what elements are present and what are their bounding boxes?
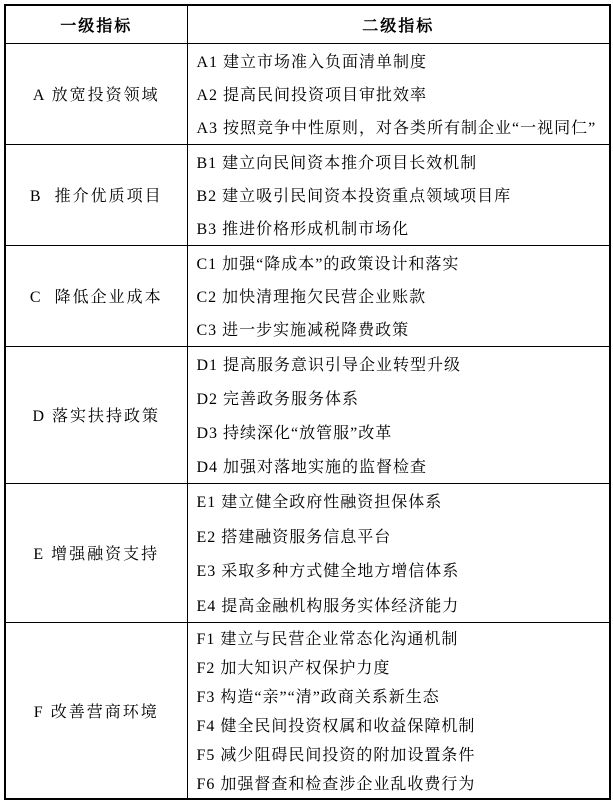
level2-item-b2: B2 建立吸引民间资本投资重点领域项目库: [196, 187, 512, 205]
level2-item-e2: E2 搭建融资服务信息平台: [196, 528, 392, 546]
table-row-f: [5, 622, 610, 799]
level1-cell-e: E 增强融资支持: [5, 483, 187, 622]
level2-item-d1: D1 提高服务意识引导企业转型升级: [196, 357, 462, 374]
table-header-row: [5, 5, 610, 43]
level2-item-f2: F2 加大知识产权保护力度: [196, 659, 391, 677]
level2-item-d4: D4 加强对落地实施的监督检查: [196, 459, 428, 476]
level1-cell-b: B 推介优质项目: [5, 144, 187, 245]
level2-item-c2: C2 加快清理拖欠民营企业账款: [196, 288, 427, 306]
level2-item-a1: A1 建立市场准入负面清单制度: [196, 53, 428, 71]
table-row-c: [5, 245, 610, 346]
level2-item-a3: A3 按照竞争中性原则，对各类所有制企业“一视同仁”: [196, 120, 597, 138]
level1-cell-d: D 落实扶持政策: [5, 346, 187, 483]
level2-item-f5: F5 减少阻碍民间投资的附加设置条件: [196, 747, 476, 765]
table-row-e: [5, 483, 610, 622]
level2-item-f1: F1 建立与民营企业常态化沟通机制: [196, 630, 459, 648]
level2-item-a2: A2 提高民间投资项目审批效率: [196, 86, 428, 104]
table-row-b: [5, 144, 610, 245]
level2-item-c3: C3 进一步实施减税降费政策: [196, 322, 410, 340]
level1-cell-a: A 放宽投资领域: [5, 43, 187, 144]
level2-item-d2: D2 完善政务服务体系: [196, 391, 360, 408]
indicator-table: [4, 4, 611, 800]
level2-item-e3: E3 采取多种方式健全地方增信体系: [196, 563, 460, 581]
level2-item-f4: F4 健全民间投资权属和收益保障机制: [196, 718, 476, 736]
level2-item-b1: B1 建立向民间资本推介项目长效机制: [196, 154, 478, 172]
level2-item-e1: E1 建立健全政府性融资担保体系: [196, 494, 443, 512]
level2-item-d3: D3 持续深化“放管服”改革: [196, 425, 393, 442]
col-header-level2: 二级指标: [187, 5, 610, 43]
level2-item-c1: C1 加强“降成本”的政策设计和落实: [196, 255, 460, 273]
level2-item-f3: F3 构造“亲”“清”政商关系新生态: [196, 688, 440, 706]
table-row-d: [5, 346, 610, 483]
level1-cell-c: C 降低企业成本: [5, 245, 187, 346]
table-row-a: [5, 43, 610, 144]
level2-item-f6: F6 加强督查和检查涉企业乱收费行为: [196, 776, 476, 794]
col-header-level1: 一级指标: [5, 5, 187, 43]
level2-item-b3: B3 推进价格形成机制市场化: [196, 221, 410, 239]
level1-cell-f: F 改善营商环境: [5, 622, 187, 799]
level2-item-e4: E4 提高金融机构服务实体经济能力: [196, 597, 460, 615]
